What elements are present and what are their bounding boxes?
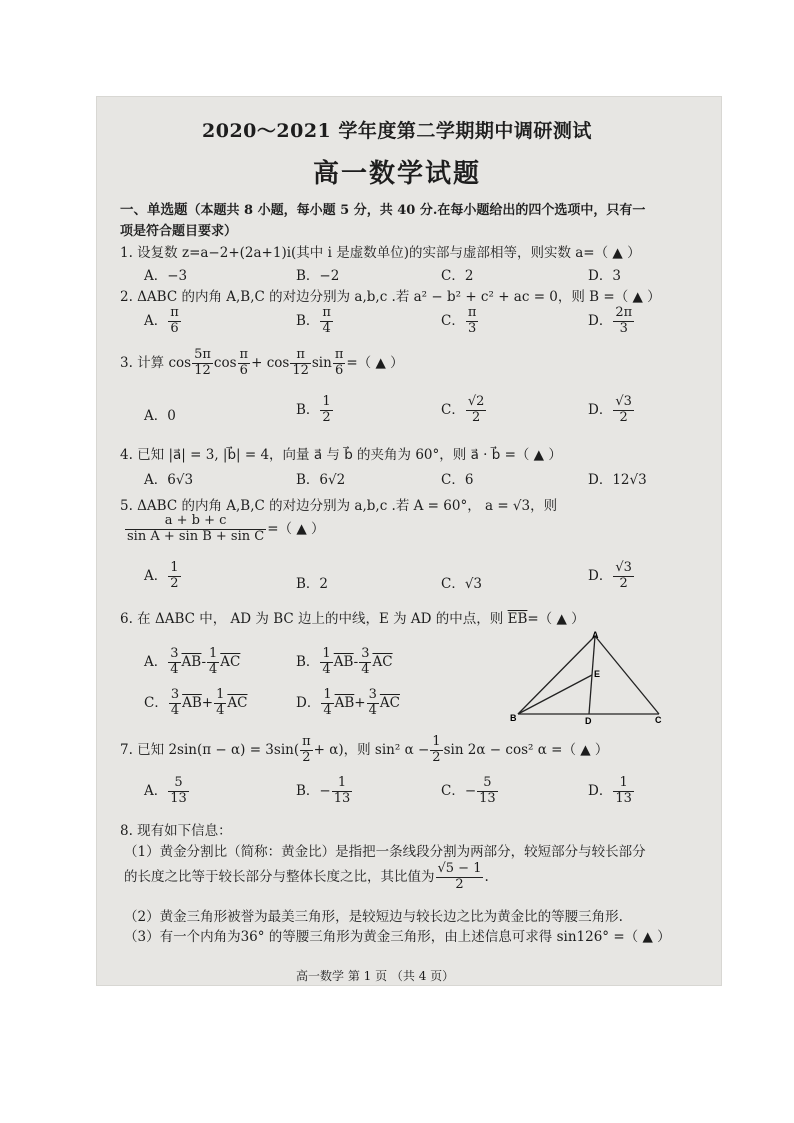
question-7: 7. 已知 2sin(π − α) = 3sin( $\frac{\pi}{2}$ + α)，则 sin² α − $\frac{1}{2}$ sin 2α − cos² α =（ ▲ ） — [120, 734, 609, 765]
q7-option-d: D． $\frac{1}{13}$ — [588, 775, 632, 806]
q5-option-b: B．2 — [296, 576, 329, 592]
question-5-expr: $\frac{a + b + c}{\text{sin A + sin B + sin C}}$ =（ ▲ ） — [127, 513, 325, 544]
q6-option-a: A． $\frac{3}{4}$ $\overline{AB}-$ $\frac{1}{4}$ $\overline{AC}$ — [144, 646, 241, 677]
section-heading-label: 一、单选题 — [120, 202, 188, 218]
section-heading — [120, 198, 645, 218]
q2-option-b: B． $\frac{\pi}{4}$ — [296, 305, 331, 336]
exam-subtitle: 高一数学试题 — [313, 159, 482, 189]
q7-option-c: C．− $\frac{5}{13}$ — [441, 775, 496, 806]
page-footer: 高一数学 第 1 页 （共 4 页） — [296, 969, 455, 983]
q8-info-1: （1）黄金分割比（简称：黄金比）是指把一条线段分割为两部分，较短部分与较长部分 — [124, 844, 646, 860]
question-3: 3. 计算 cos $\frac{5\pi}{12}$ cos $\frac{\pi}{6}$ + cos $\frac{\pi}{12}$ sin $\frac{\pi}{6}$ =（ ▲ ） — [120, 347, 404, 378]
q8-info-3: （3）有一个内角为36° 的等腰三角形为黄金三角形，由上述信息可求得 sin126° =（ ▲ ） — [124, 929, 671, 945]
q7-option-b: B．− $\frac{1}{13}$ — [296, 775, 351, 806]
q2-b-fraction: $\frac{\pi}{4}$ — [322, 305, 331, 336]
q5-option-a: A． $\frac{1}{2}$ — [144, 560, 179, 591]
q2-a-label: A． — [144, 312, 168, 329]
side-ac — [595, 636, 659, 714]
q4-option-b: B．6√2 — [296, 472, 346, 488]
q3-option-c: C． $\frac{√2}{2}$ — [441, 394, 485, 425]
triangle-figure — [505, 628, 675, 728]
exam-title: 2020～2021 学年度第二学期期中调研测试 — [202, 120, 592, 142]
q1-option-b: B．−2 — [296, 268, 340, 284]
q2-a-fraction: $\frac{\pi}{6}$ — [170, 305, 179, 336]
q6-option-b: B． $\frac{1}{4}$ $\overline{AB}-$ $\frac{3}{4}$ $\overline{AC}$ — [296, 646, 393, 677]
q8-info-2: （2）黄金三角形被誉为最美三角形，是较短边与较长边之比为黄金比的等腰三角形. — [124, 909, 623, 925]
segment-be — [518, 675, 592, 714]
q2-c-fraction: $\frac{\pi}{3}$ — [467, 305, 477, 336]
question-4: 4. 已知 |a⃗| = 3, |b⃗| = 4，向量 a⃗ 与 b⃗ 的夹角为 60°，则 a⃗ · b⃗ =（ ▲ ） — [120, 447, 562, 463]
label-e: E — [594, 669, 601, 679]
q2-d-fraction: $\frac{2\pi}{3}$ — [615, 305, 633, 336]
q2-option-c: C． $\frac{\pi}{3}$ — [441, 305, 477, 336]
q5-option-c: C．√3 — [441, 576, 483, 592]
question-6: 6. 在 ΔABC 中， AD 为 BC 边上的中线，E 为 AD 的中点，则 $\overline{EB}=$（ ▲ ） — [120, 611, 585, 627]
q7-option-a: A． $\frac{5}{13}$ — [144, 775, 187, 806]
side-ab — [518, 636, 595, 714]
q4-option-c: C．6 — [441, 472, 474, 488]
q2-option-a — [144, 306, 182, 337]
question-2: 2. ΔABC 的内角 A,B,C 的对边分别为 a,b,c .若 a² − b² + c² + ac = 0，则 B =（ ▲ ） — [120, 289, 661, 305]
q5-option-d: D． $\frac{√3}{2}$ — [588, 560, 632, 591]
q6-option-d: D． $\frac{1}{4}$ $\overline{AB}+$ $\frac{3}{4}$ $\overline{AC}$ — [296, 687, 400, 718]
question-1: 1. 设复数 z=a−2+(2a+1)i(其中 i 是虚数单位)的实部与虚部相等，则实数 a=（ ▲ ） — [120, 245, 641, 261]
q1-option-c: C．2 — [441, 268, 474, 284]
q6-option-c: C． $\frac{3}{4}$ $\overline{AB}+$ $\frac{1}{4}$ $\overline{AC}$ — [144, 687, 248, 718]
question-8: 8. 现有如下信息： — [120, 823, 232, 839]
label-a: A — [592, 630, 599, 640]
section-heading-desc: （本题共 8 小题，每小题 5 分，共 40 分.在每小题给出的四个选项中，只有一 — [187, 203, 646, 218]
q4-option-a: A．6√3 — [144, 472, 194, 488]
q3-option-b: B． $\frac{1}{2}$ — [296, 394, 331, 425]
q4-option-d: D．12√3 — [588, 472, 647, 488]
label-c: C — [655, 715, 662, 725]
q8-info-1b: 的长度之比等于较长部分与整体长度之比，其比值为 $\frac{√5 - 1}{2}$ . — [124, 861, 489, 892]
question-5: 5. ΔABC 的内角 A,B,C 的对边分别为 a,b,c .若 A = 60°， a = √3，则 — [120, 498, 558, 514]
section-heading-line2: 项是符合题目要求） — [120, 224, 238, 239]
q3-option-a: A．0 — [144, 408, 176, 424]
q3-option-d: D． $\frac{√3}{2}$ — [588, 394, 632, 425]
q2-option-d: D． $\frac{2\pi}{3}$ — [588, 305, 633, 336]
q1-option-d: D．3 — [588, 268, 621, 284]
label-d: D — [585, 716, 592, 726]
q1-option-a: A．−3 — [144, 268, 188, 284]
label-b: B — [510, 713, 517, 723]
